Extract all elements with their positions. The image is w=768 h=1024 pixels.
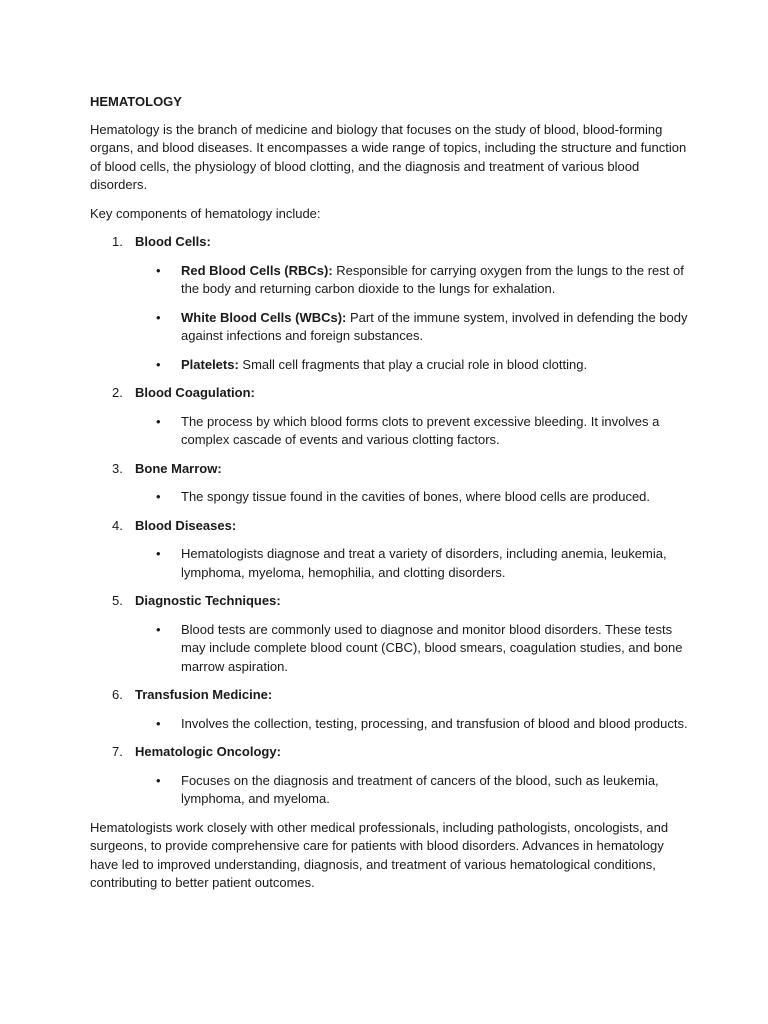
bullet-text [181,356,688,375]
bullet-dot-icon: • [156,413,161,429]
bullet-text [181,545,688,582]
component-title: Transfusion Medicine: [135,687,273,702]
bullet-item [90,356,688,375]
bullet-item [90,309,688,346]
bullet-text [181,488,688,507]
component-heading [90,460,688,479]
bullet-list [90,488,688,507]
intro-paragraph: Hematology is the branch of medicine and biology that focuses on the study of blood, blood-forming organs, and blood diseases. It encompasses a wide range of topics, including the structure and function of blood cells, the physiology of blood clotting, and the diagnosis and treatment of various blood disorders. [90,121,687,192]
bullet-list [90,772,688,809]
component-title: Blood Coagulation: [135,385,255,400]
bullet-list [90,413,688,450]
bullet-body: Responsible for carrying oxygen from the lungs to the rest of the body and returning carbon dioxide to the lungs for exhalation. [181,262,684,296]
component-heading [90,686,688,705]
component-number: 3. [112,460,123,476]
component-title: Blood Cells: [135,234,211,249]
bullet-dot-icon: • [156,489,161,504]
bullet-body: Small cell fragments that play a crucial role in blood clotting. [238,356,588,372]
component-title: Hematologic Oncology: [135,744,281,759]
bullet-list [90,545,688,582]
component-heading [90,517,688,536]
bullet-item [90,545,688,582]
component-item [90,743,688,809]
bullet-item [90,715,688,734]
bullet-body: The process by which blood forms clots to prevent excessive bleeding. It involves a complex cascade of events and various clotting factors. [181,413,660,447]
bullet-dot-icon: • [156,309,161,325]
component-item [90,460,688,507]
component-title: Bone Marrow: [135,460,222,476]
component-number: 5. [112,593,123,608]
bullet-list [90,621,688,677]
bullet-body: Hematologists diagnose and treat a variety of disorders, including anemia, leukemia, lymphoma, myeloma, hemophilia, and clotting disorders. [181,546,667,580]
bullet-body: Involves the collection, testing, processing, and transfusion of blood and blood products. [181,715,688,731]
key-components-intro: Key components of hematology include: [90,205,321,221]
bullet-body: The spongy tissue found in the cavities of bones, where blood cells are produced. [181,489,651,504]
closing-paragraph: Hematologists work closely with other medical professionals, including pathologists, oncologists, and surgeons, to provide comprehensive care for patients with blood disorders. Advances in hematology have led to improved understanding, diagnosis, and treatment of various hematological conditions, contributing to better patient outcomes. [90,819,669,890]
bullet-item [90,621,688,677]
bullet-list [90,715,688,734]
component-item [90,592,688,676]
bullet-text [181,262,688,299]
component-item [90,686,688,733]
bullet-label: Red Blood Cells (RBCs): [181,262,333,278]
component-number: 1. [112,234,123,249]
component-title: Blood Diseases: [135,517,237,533]
bullet-dot-icon: • [156,715,161,731]
component-heading [90,592,688,611]
component-heading [90,743,688,762]
bullet-text [181,621,688,677]
bullet-dot-icon: • [156,356,161,372]
bullet-item [90,772,688,809]
component-item [90,233,688,374]
bullet-body: Blood tests are commonly used to diagnose and monitor blood disorders. These tests may include complete blood count (CBC), blood smears, coagulation studies, and bone marrow aspiration. [181,621,683,674]
component-number: 7. [112,744,123,759]
component-title: Diagnostic Techniques: [135,593,281,608]
component-heading [90,384,688,403]
component-heading [90,233,688,252]
bullet-label: Platelets: [181,356,239,372]
bullet-text [181,772,688,809]
components-list [90,233,688,809]
bullet-text [181,715,688,734]
bullet-item [90,413,688,450]
bullet-body: Focuses on the diagnosis and treatment of cancers of the blood, such as leukemia, lymphoma, and myeloma. [181,772,659,806]
bullet-dot-icon: • [156,262,161,278]
bullet-dot-icon: • [156,772,161,788]
component-number: 6. [112,687,123,702]
component-item [90,384,688,450]
bullet-dot-icon: • [156,621,161,637]
component-number: 4. [112,517,123,533]
document-title: HEMATOLOGY [90,94,182,109]
bullet-text [181,413,688,450]
bullet-body: Part of the immune system, involved in defending the body against infections and foreign substances. [181,309,688,343]
bullet-dot-icon: • [156,546,161,561]
bullet-item [90,262,688,299]
component-item [90,517,688,583]
bullet-text [181,309,688,346]
bullet-list [90,262,688,375]
bullet-item [90,488,688,507]
component-number: 2. [112,385,123,400]
bullet-label: White Blood Cells (WBCs): [181,309,347,325]
